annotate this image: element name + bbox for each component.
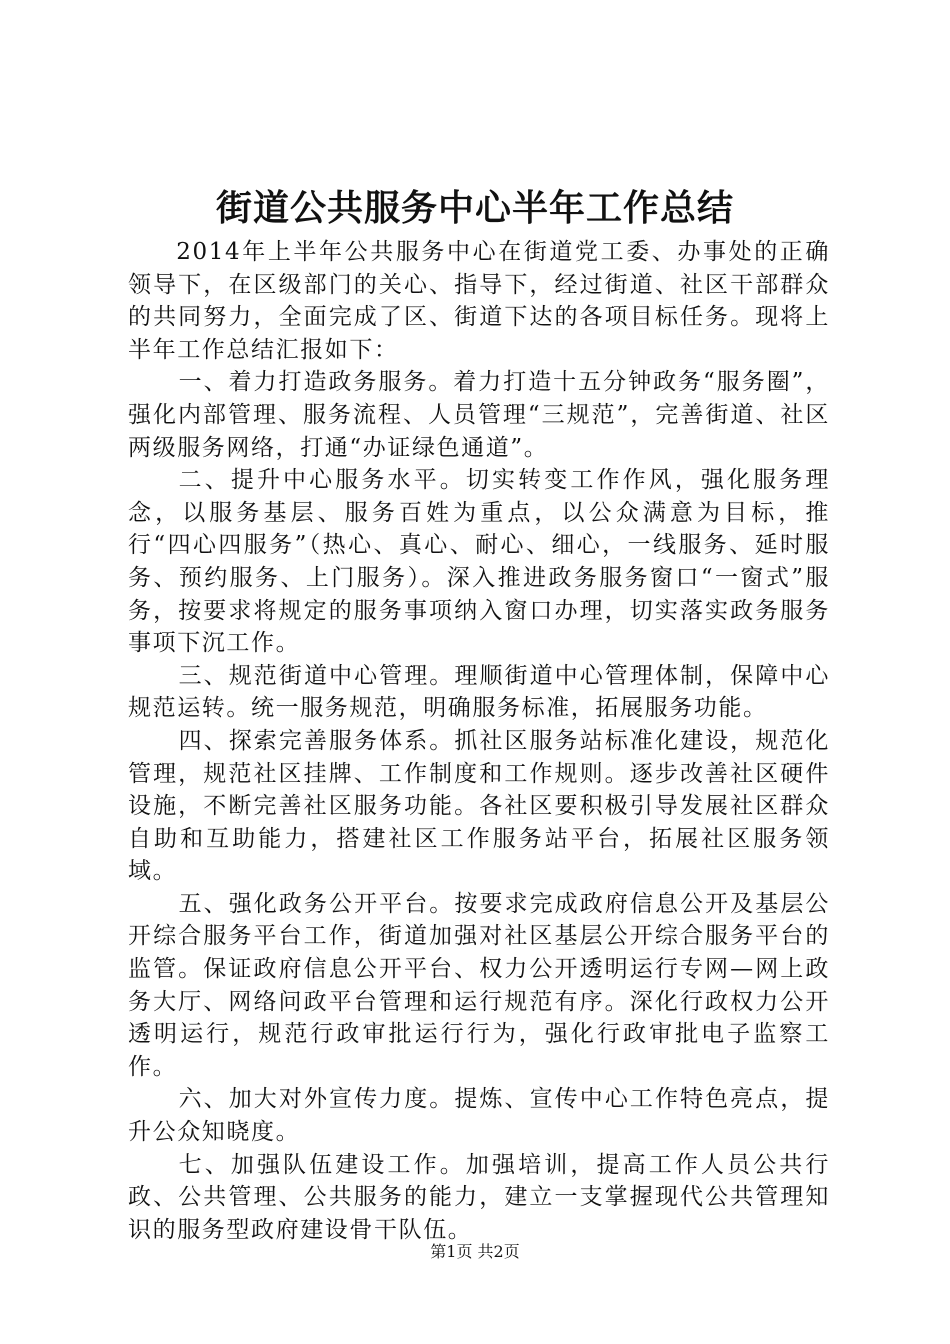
paragraph-section-3: 三、规范街道中心管理。理顺街道中心管理体制，保障中心规范运转。统一服务规范，明确服务标准，拓展服务功能。 [128, 662, 830, 722]
paragraph-intro: 2014年上半年公共服务中心在街道党工委、办事处的正确领导下，在区级部门的关心、指导下，经过街道、社区干部群众的共同努力，全面完成了区、街道下达的各项目标任务。现将上半年工作总结汇报如下： [128, 239, 830, 363]
document-body [128, 236, 830, 1246]
paragraph-section-5: 五、强化政务公开平台。按要求完成政府信息公开及基层公开综合服务平台工作，街道加强对社区基层公开综合服务平台的监管。保证政府信息公开平台、权力公开透明运行专网—网上政务大厅、网络问政平台管理和运行规范有序。深化行政权力公开透明运行，规范行政审批运行行为，强化行政审批电子监察工作。 [128, 890, 830, 1080]
paragraph-section-4: 四、探索完善服务体系。抓社区服务站标准化建设，规范化管理，规范社区挂牌、工作制度和工作规则。逐步改善社区硬件设施，不断完善社区服务功能。各社区要积极引导发展社区群众自助和互助能力，搭建社区工作服务站平台，拓展社区服务领域。 [128, 727, 830, 885]
paragraph-section-7: 七、加强队伍建设工作。加强培训，提高工作人员公共行政、公共管理、公共服务的能力，建立一支掌握现代公共管理知识的服务型政府建设骨干队伍。 [128, 1151, 830, 1243]
page-number-footer: 第1页 共2页 [430, 1242, 520, 1261]
paragraph-section-1: 一、着力打造政务服务。着力打造十五分钟政务“服务圈”，强化内部管理、服务流程、人员管理“三规范”，完善街道、社区两级服务网络，打通“办证绿色通道”。 [128, 369, 830, 461]
paragraph-section-6: 六、加大对外宣传力度。提炼、宣传中心工作特色亮点，提升公众知晓度。 [128, 1086, 830, 1146]
document-title: 街道公共服务中心半年工作总结 [215, 187, 734, 229]
paragraph-section-2: 二、提升中心服务水平。切实转变工作作风，强化服务理念，以服务基层、服务百姓为重点，以公众满意为目标，推行“四心四服务”（热心、真心、耐心、细心，一线服务、延时服务、预约服务、上门服务）。深入推进政务服务窗口“一窗式”服务，按要求将规定的服务事项纳入窗口办理，切实落实政务服务事项下沉工作。 [128, 467, 830, 657]
